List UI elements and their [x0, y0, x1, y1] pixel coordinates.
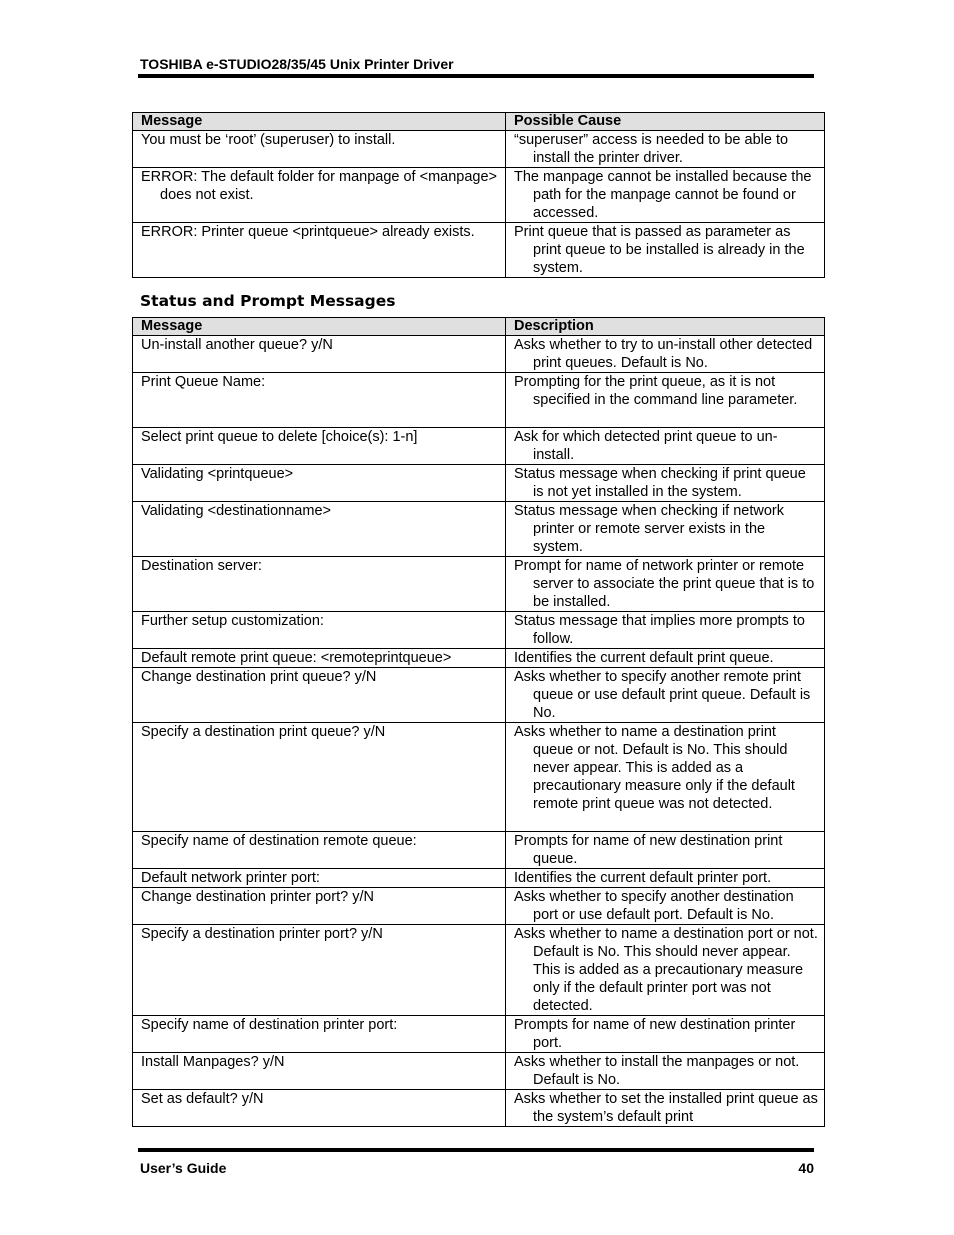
description-cell: Asks whether to try to un-install other detected print queues. Default is No.	[514, 337, 813, 371]
message-cell: Default remote print queue: <remoteprintqueue>	[141, 650, 452, 666]
table-row	[133, 888, 825, 925]
message-cell: Further setup customization:	[141, 613, 324, 629]
description-cell: Status message when checking if print queue is not yet installed in the system.	[514, 466, 806, 500]
description-cell: Prompting for the print queue, as it is not specified in the command line parameter.	[514, 374, 798, 408]
table-row	[133, 649, 825, 668]
column-header-message: Message	[133, 113, 506, 131]
message-cell: Specify name of destination remote queue:	[141, 833, 417, 849]
table-row	[133, 668, 825, 723]
cause-cell: Print queue that is passed as parameter as print queue to be installed is already in the system.	[514, 224, 805, 276]
column-header-description: Description	[506, 318, 825, 336]
table-header-row	[133, 318, 825, 336]
message-cell: Print Queue Name:	[141, 374, 266, 390]
message-cell: Change destination print queue? y/N	[141, 669, 377, 685]
page-number: 40	[798, 1160, 814, 1176]
description-cell: Asks whether to set the installed print queue as the system’s default print	[514, 1091, 818, 1125]
description-cell: Prompts for name of new destination printer port.	[514, 1017, 796, 1051]
message-cell: Default network printer port:	[141, 870, 320, 886]
description-cell: Asks whether to name a destination print queue or not. Default is No. This should never appear. This is added as a precautionary measure only if the default remote print queue was not detected.	[514, 724, 795, 812]
description-cell: Status message when checking if network printer or remote server exists in the system.	[514, 503, 784, 555]
message-cell: Validating <destinationname>	[141, 503, 331, 519]
table-row	[133, 612, 825, 649]
table-row	[133, 168, 825, 223]
cause-cell: The manpage cannot be installed because the path for the manpage cannot be found or accessed.	[514, 169, 812, 221]
table-row	[133, 373, 825, 428]
description-cell: Asks whether to name a destination port or not. Default is No. This should never appear. This is added as a precautionary measure only if the default printer port was not detected.	[514, 926, 818, 1014]
message-cell: Specify a destination printer port? y/N	[141, 926, 383, 942]
error-messages-table	[132, 112, 825, 278]
description-cell: Prompts for name of new destination print queue.	[514, 833, 783, 867]
table-row	[133, 428, 825, 465]
column-header-possible-cause: Possible Cause	[506, 113, 825, 131]
table-row	[133, 925, 825, 1016]
footer-rule	[138, 1148, 814, 1152]
table-row	[133, 869, 825, 888]
message-cell: ERROR: The default folder for manpage of <manpage> does not exist.	[141, 169, 498, 203]
table-row	[133, 1053, 825, 1090]
message-cell: Specify a destination print queue? y/N	[141, 724, 386, 740]
table-row	[133, 223, 825, 278]
cause-cell: “superuser” access is needed to be able to install the printer driver.	[514, 132, 789, 166]
message-cell: Destination server:	[141, 558, 262, 574]
description-cell: Asks whether to install the manpages or not. Default is No.	[514, 1054, 800, 1088]
section-heading: Status and Prompt Messages	[140, 292, 396, 310]
table-row	[133, 336, 825, 373]
message-cell: Un-install another queue? y/N	[141, 337, 333, 353]
message-cell: Change destination printer port? y/N	[141, 889, 374, 905]
message-cell: Validating <printqueue>	[141, 466, 294, 482]
table-row	[133, 557, 825, 612]
table-row	[133, 1016, 825, 1053]
table-header-row	[133, 113, 825, 131]
footer-guide-title: User’s Guide	[140, 1160, 227, 1176]
table-row	[133, 832, 825, 869]
column-header-message: Message	[133, 318, 506, 336]
description-cell: Prompt for name of network printer or remote server to associate the print queue that is to be installed.	[514, 558, 815, 610]
table-row	[133, 1090, 825, 1127]
description-cell: Asks whether to specify another remote print queue or use default print queue. Default is No.	[514, 669, 811, 721]
table-row	[133, 723, 825, 832]
table-row	[133, 502, 825, 557]
message-cell: Set as default? y/N	[141, 1091, 264, 1107]
description-cell: Identifies the current default printer port.	[514, 870, 772, 886]
message-cell: Install Manpages? y/N	[141, 1054, 285, 1070]
description-cell: Asks whether to specify another destination port or use default port. Default is No.	[514, 889, 794, 923]
description-cell: Ask for which detected print queue to un-install.	[514, 429, 778, 463]
status-prompt-messages-table	[132, 317, 825, 1127]
message-cell: Select print queue to delete [choice(s): 1-n]	[141, 429, 418, 445]
description-cell: Status message that implies more prompts to follow.	[514, 613, 805, 647]
header-rule	[138, 74, 814, 78]
table-row	[133, 131, 825, 168]
message-cell: ERROR: Printer queue <printqueue> already exists.	[141, 224, 475, 240]
message-cell: Specify name of destination printer port:	[141, 1017, 398, 1033]
description-cell: Identifies the current default print queue.	[514, 650, 774, 666]
table-row	[133, 465, 825, 502]
page-header-title: TOSHIBA e-STUDIO28/35/45 Unix Printer Driver	[140, 56, 454, 72]
message-cell: You must be ‘root’ (superuser) to install.	[141, 132, 396, 148]
